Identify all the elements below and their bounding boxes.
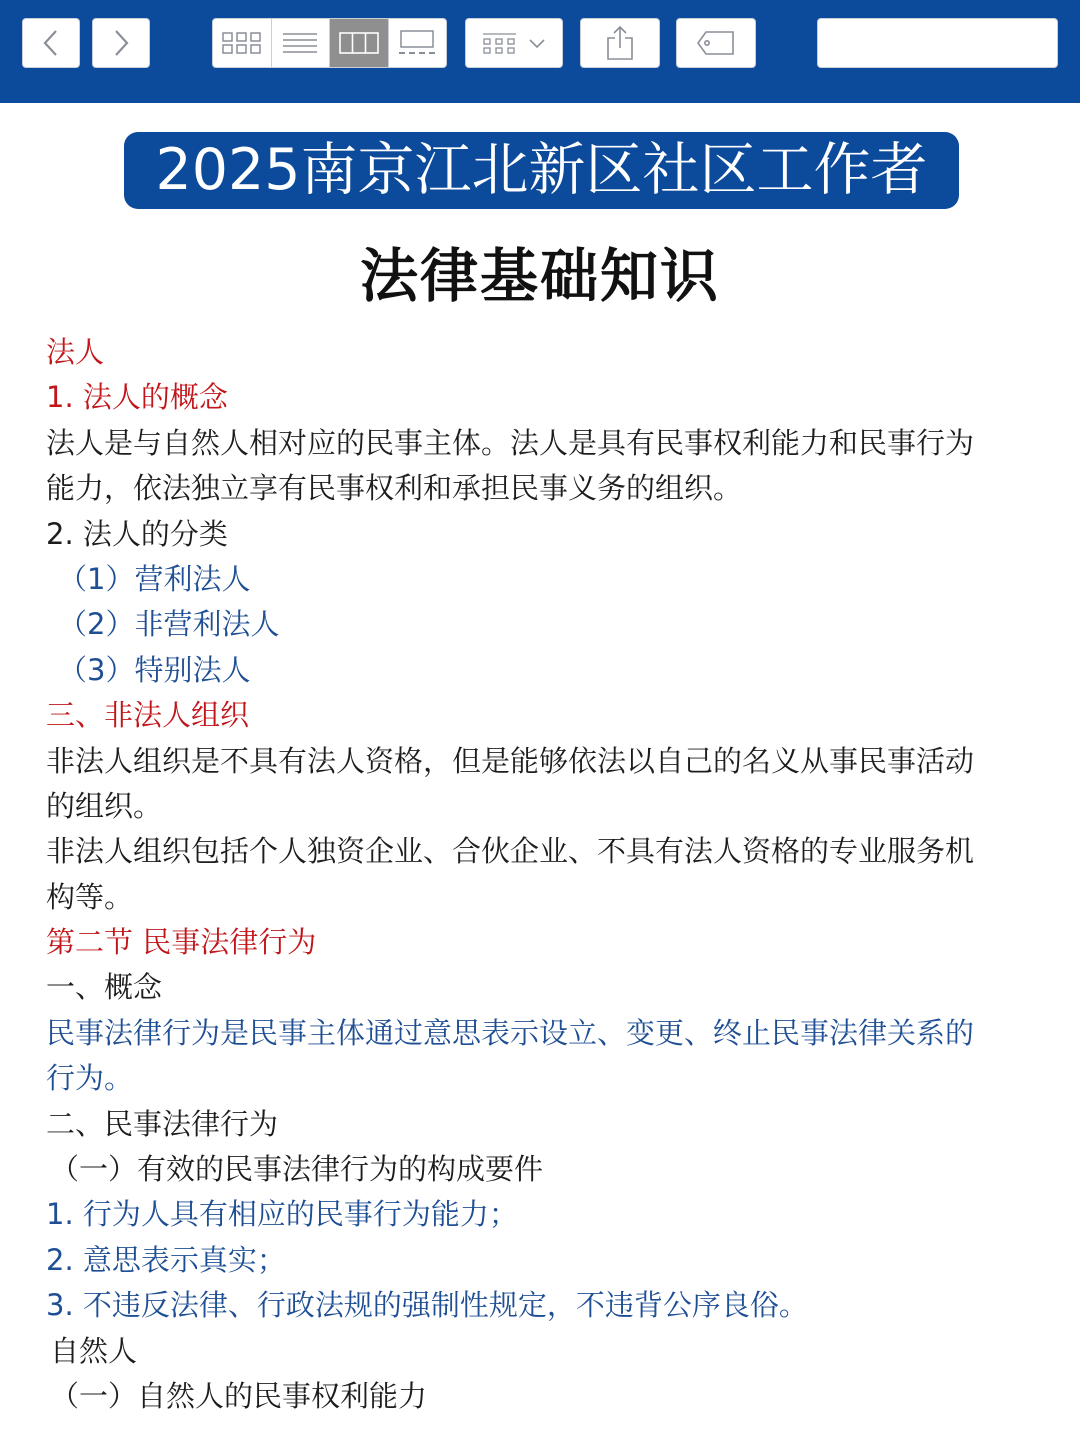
share-button[interactable] (580, 18, 660, 68)
search-field[interactable] (817, 18, 1058, 68)
group-by-icon (482, 32, 522, 54)
list-view-button[interactable] (272, 19, 331, 67)
heading-civil-juristic-act: 二、民事法律行为 (46, 1106, 279, 1141)
title-banner: 2025南京江北新区社区工作者 (124, 132, 959, 209)
paragraph-line: 非法人组织是不具有法人资格，但是能够依法以自己的名义从事民事活动 (46, 743, 975, 778)
list-view-icon (283, 32, 317, 54)
view-mode-segmented-control (212, 18, 447, 68)
tag-button[interactable] (676, 18, 756, 68)
list-item: 1. 行为人具有相应的民事行为能力； (46, 1197, 518, 1232)
column-view-button[interactable] (330, 19, 389, 67)
paragraph-line: 民事法律行为是民事主体通过意思表示设立、变更、终止民事法律关系的 (46, 1015, 975, 1050)
forward-button[interactable] (92, 18, 150, 68)
heading-legal-person: 法人 (46, 335, 105, 369)
list-item: （3）特别法人 (58, 652, 251, 687)
heading-concept: 一、概念 (46, 970, 163, 1005)
page-title: 法律基础知识 (359, 242, 720, 310)
list-item: 2. 意思表示真实； (46, 1242, 286, 1277)
heading-legal-person-types: 2. 法人的分类 (46, 516, 228, 551)
heading-natural-person: 自然人 (50, 1333, 138, 1368)
list-item: （1）营利法人 (58, 561, 251, 596)
search-input[interactable] (840, 23, 1072, 63)
paragraph-line: 行为。 (46, 1061, 134, 1096)
paragraph-line: 的组织。 (46, 788, 163, 823)
icon-view-button[interactable] (213, 19, 272, 67)
heading-legal-person-concept: 1. 法人的概念 (46, 380, 228, 415)
list-item: 3. 不违反法律、行政法规的强制性规定，不违背公序良俗。 (46, 1288, 808, 1323)
document-body (46, 330, 1046, 1419)
heading-civil-capacity: （一）自然人的民事权利能力 (50, 1378, 428, 1413)
tag-icon (696, 30, 736, 56)
list-item: （2）非营利法人 (58, 607, 280, 642)
group-by-dropdown[interactable] (465, 18, 563, 68)
window-toolbar (0, 0, 1080, 103)
paragraph-line: 法人是与自然人相对应的民事主体。法人是具有民事权利能力和民事行为 (46, 425, 975, 460)
paragraph-line: 非法人组织包括个人独资企业、合伙企业、不具有法人资格的专业服务机 (46, 834, 975, 869)
gallery-view-button[interactable] (389, 19, 447, 67)
gallery-view-icon (398, 30, 436, 56)
icon-grid-view-icon (222, 31, 262, 55)
paragraph-line: 构等。 (46, 879, 134, 914)
column-view-icon (339, 32, 379, 54)
paragraph-line: 能力，依法独立享有民事权利和承担民事义务的组织。 (46, 471, 743, 506)
chevron-right-icon (110, 28, 132, 58)
heading-validity-requirements: （一）有效的民事法律行为的构成要件 (50, 1152, 544, 1187)
heading-civil-juristic-acts: 第二节 民事法律行为 (46, 925, 317, 960)
chevron-down-icon (528, 37, 546, 49)
heading-unincorporated-org: 三、非法人组织 (46, 698, 250, 733)
back-button[interactable] (22, 18, 80, 68)
chevron-left-icon (40, 28, 62, 58)
share-icon (606, 25, 634, 61)
